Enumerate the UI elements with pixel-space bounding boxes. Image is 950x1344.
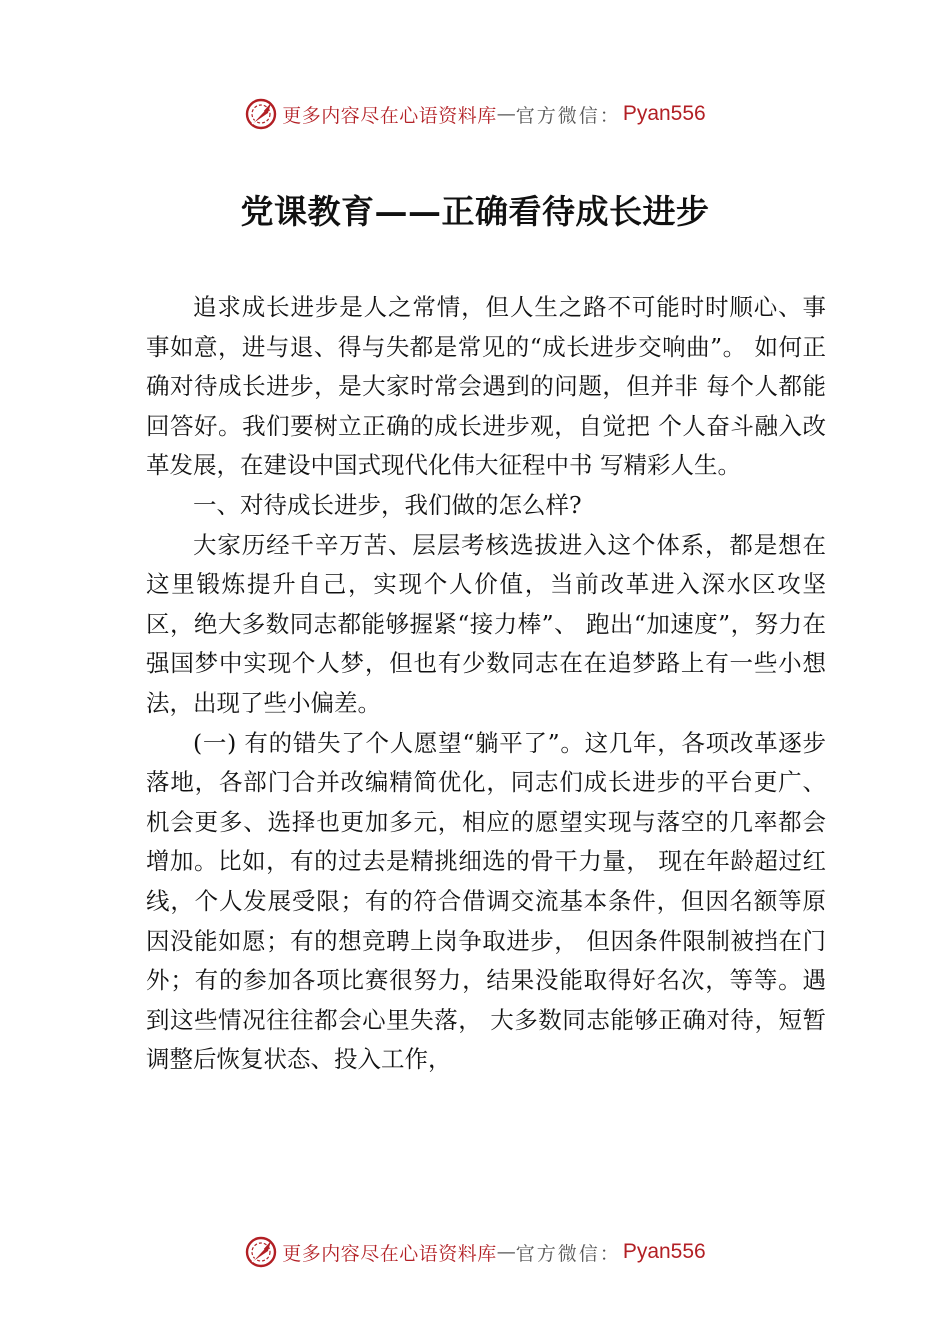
banner-text: 更多内容尽在心语资料库 (282, 1242, 497, 1265)
watermark-banner-top (0, 94, 950, 134)
section-heading: 一、对待成长进步，我们做的怎么样? (193, 490, 582, 519)
banner-wechat-label: 官方微信： (515, 1242, 621, 1265)
paragraph-subsection-1: (一) 有的错失了个人愿望“躺平了”。这几年，各项改革逐步落地，各部门合并改编精简优化，同志们成长进步的平台更广、机会更多、选择也更加多元，相应的愿望实现与落空的几率都会增加。比如，有的过去是精挑细选的骨干力量， 现在年龄超过红线，个人发展受限；有的符合借调交流基本条件，但因名额等原因没能如愿；有的想竞聘上岗争取进步， 但因条件限制被挡在门外；有的参加各项比赛很努力，结果没能取得好名次，等等。遇到这些情况往往都会心里失落， 大多数同志能够正确对待，短暂调整后恢复状态、投入工作， (146, 728, 826, 1074)
banner-wechat-id: Pyan556 (622, 102, 706, 125)
banner-wechat-label: 官方微信： (515, 104, 621, 127)
banner-separator: — (496, 103, 516, 125)
paragraph-intro: 追求成长进步是人之常情，但人生之路不可能时时顺心、事事如意，进与退、得与失都是常见的“成长进步交响曲”。 如何正确对待成长进步，是大家时常会遇到的问题，但并非 每个人都能回答好。我们要树立正确的成长进步观，自觉把 个人奋斗融入改革发展，在建设中国式现代化伟大征程中书 写精彩人生。 (146, 293, 826, 480)
paragraph-overview: 大家历经千辛万苦、层层考核选拔进入这个体系，都是想在这里锻炼提升自己，实现个人价值，当前改革进入深水区攻坚区，绝大多数同志都能够握紧“接力棒”、 跑出“加速度”，努力在强国梦中实现个人梦，但也有少数同志在在追梦路上有一些小想法，出现了些小偏差。 (146, 530, 826, 717)
banner-wechat-id: Pyan556 (622, 1240, 706, 1263)
quill-logo-icon (244, 1235, 278, 1269)
quill-logo-icon (244, 97, 278, 131)
document-title: 党课教育——正确看待成长进步 (240, 192, 710, 231)
document-body (146, 288, 826, 1080)
banner-separator: — (496, 1241, 516, 1263)
banner-text: 更多内容尽在心语资料库 (282, 104, 497, 127)
watermark-banner-bottom (0, 1232, 950, 1272)
